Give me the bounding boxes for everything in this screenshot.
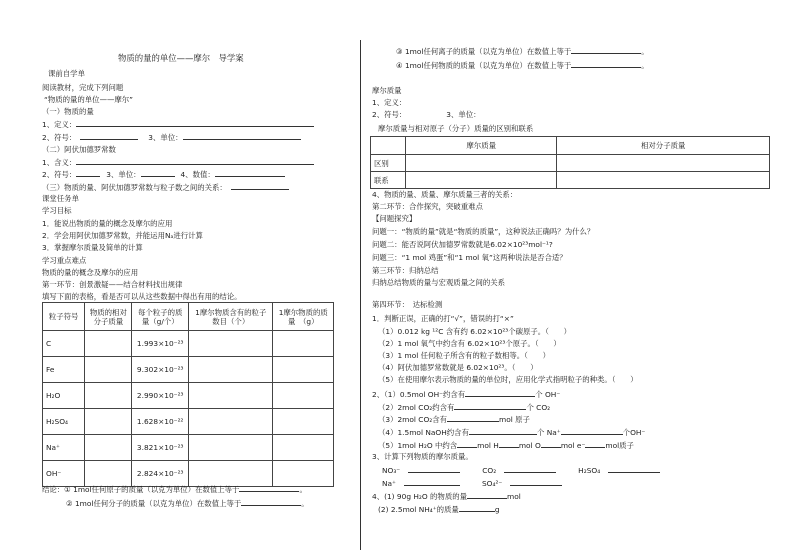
compare-row-label: 区别 — [371, 155, 406, 172]
conclusion-3: ③ 1mol任何离子的质量（以克为单位）在数值上等于 。 — [396, 47, 649, 56]
problem-2: 问题二：能否说阿伏加德罗常数就是6.02×10²³mol⁻¹? — [372, 240, 553, 249]
step-4: 第四环节： 达标检测 — [372, 300, 443, 309]
th-particle-mass: 每个粒子的质量（g/个） — [132, 303, 189, 331]
goal-1: 1．能说出物质的量的概念及摩尔的应用 — [42, 219, 173, 228]
compare-th-molar-mass: 摩尔质量 — [406, 137, 557, 155]
table-row — [43, 357, 334, 383]
section-pre-study: 课前自学单 — [48, 69, 85, 78]
cell-blank — [406, 172, 557, 189]
cell-blank — [557, 172, 770, 189]
cell-symbol: C — [43, 331, 85, 357]
symbol-unit-1: 2、符号： 3、单位： — [42, 132, 301, 143]
molar-row-1: NO₃⁻ CO₂ H₂SO₄ — [382, 465, 660, 476]
cell-mass: 3.821×10⁻²³ — [132, 435, 189, 461]
cell-blank — [189, 331, 273, 357]
goal-2: 2．学会用阿伏加德罗常数，并能运用Nₐ进行计算 — [42, 231, 203, 240]
fill-table-instruction: 填写下面的表格，看是否可以从这些数据中得出有用的结论。 — [42, 292, 242, 301]
def-1: 1、定义： — [42, 119, 314, 130]
keypoint-text: 物质的量的概念及摩尔的应用 — [42, 268, 139, 277]
judge-heading: 1．判断正误，正确的打“√”，错误的打“×” — [372, 314, 514, 323]
table-row — [43, 409, 334, 435]
cell-symbol: Fe — [43, 357, 85, 383]
goal-3: 3．掌握摩尔质量及简单的计算 — [42, 243, 143, 252]
cell-blank — [85, 383, 132, 409]
goals-heading: 学习目标 — [42, 206, 72, 215]
cell-blank — [85, 435, 132, 461]
problem-1: 问题一：“物质的量”就是“物质的质量”，这种说法正确吗？为什么？ — [372, 227, 595, 236]
th-relative-mass: 物质的相对分子质量 — [85, 303, 132, 331]
cell-blank — [406, 155, 557, 172]
cell-symbol: OH⁻ — [43, 461, 85, 487]
cell-blank — [189, 461, 273, 487]
explore-heading: 【问题探究】 — [372, 214, 417, 223]
read-intro: 阅读教材，完成下列问题 — [42, 83, 124, 92]
cell-blank — [85, 461, 132, 487]
fill-1: 2、（1）0.5mol OH⁻约含有 个 OH⁻ — [372, 390, 561, 399]
compare-row-label: 联系 — [371, 172, 406, 189]
summary: 归纳总结物质的量与宏观质量之间的关系 — [372, 278, 506, 287]
compare-th-relative-mass: 相对分子质量 — [557, 137, 770, 155]
conclusion-2: ② 1mol任何分子的质量（以克为单位）在数值上等于 。 — [66, 499, 309, 508]
cell-mass: 9.302×10⁻²³ — [132, 357, 189, 383]
judge-1: （1）0.012 kg ¹²C 含有约 6.02×10²³个碳原子。（ ） — [378, 327, 572, 336]
keypoint-heading: 学习重点难点 — [42, 256, 87, 265]
fill-4: （4）1.5mol NaOH约含有 个 Na⁺ 个OH⁻ — [378, 428, 646, 437]
judge-5: （5）在使用摩尔表示物质的量的单位时，应用化学式指明粒子的种类。（ ） — [378, 375, 638, 384]
question-3-molar: 3、计算下列物质的摩尔质量。 — [372, 452, 473, 461]
meaning-2: 1、含义： — [42, 157, 314, 168]
question-4-calc-2: (2) 2.5mol NH₄⁺的质量 g — [378, 505, 500, 514]
cell-mass: 2.990×10⁻²³ — [132, 383, 189, 409]
molar-mass-def: 1、定义： — [372, 98, 407, 107]
cell-blank — [557, 155, 770, 172]
compare-table — [370, 136, 770, 189]
table-row — [371, 172, 770, 189]
step-1: 第一环节：创景激疑——结合材料找出规律 — [42, 280, 183, 289]
cell-blank — [85, 331, 132, 357]
molar-mass-sym-unit: 2、符号： 3、单位： — [372, 110, 481, 119]
cell-blank — [273, 435, 334, 461]
fill-3: （3）2mol CO₂含有 mol 原子 — [378, 415, 530, 424]
cell-blank — [273, 461, 334, 487]
cell-mass: 2.824×10⁻²³ — [132, 461, 189, 487]
section-2: （二）阿伏加德罗常数 — [42, 145, 116, 154]
particle-table — [42, 302, 334, 487]
cell-blank — [189, 357, 273, 383]
cell-blank — [273, 383, 334, 409]
table-row — [43, 435, 334, 461]
conclusion-4: ④ 1mol任何物质的质量（以克为单位）在数值上等于 。 — [396, 61, 649, 70]
cell-mass: 1.993×10⁻²³ — [132, 331, 189, 357]
cell-blank — [189, 435, 273, 461]
compare-corner — [371, 137, 406, 155]
molar-mass-heading: 摩尔质量 — [372, 86, 402, 95]
fill-2: （2）2mol CO₂约含有 个 CO₂ — [378, 403, 551, 412]
cell-blank — [273, 331, 334, 357]
step-3: 第三环节：归纳总结 — [372, 266, 439, 275]
table-row — [43, 383, 334, 409]
conclusion-1: 结论：① 1mol任何原子的质量（以克为单位）在数值上等于 。 — [42, 485, 307, 494]
judge-2: （2）1 mol 氧气中约含有 6.02×10²³个原子。（ ） — [378, 339, 561, 348]
cell-blank — [189, 383, 273, 409]
section-1: （一）物质的量 — [42, 107, 94, 116]
problem-3: 问题三：“1 mol 鸡蛋”和“1 mol 氧”这两种说法是否合适？ — [372, 253, 567, 262]
question-4-calc-1: 4、(1) 90g H₂O 的物质的量 mol — [372, 492, 521, 501]
th-molar-mass: 1摩尔物质的质量 （g） — [273, 303, 334, 331]
cell-symbol: H₂O — [43, 383, 85, 409]
th-symbol: 粒子符号 — [43, 303, 85, 331]
judge-4: （4）阿伏加德罗常数就是 6.02×10²³。（ ） — [378, 363, 538, 372]
question-4: 4、物质的量、质量、摩尔质量三者的关系： — [372, 190, 518, 199]
fill-5: （5）1mol H₂O 中约含 mol H mol O mol e⁻ mol质子 — [378, 441, 634, 450]
compare-title: 摩尔质量与相对原子（分子）质量的区别和联系 — [378, 124, 534, 133]
judge-3: （3）1 mol 任何粒子所含有的粒子数相等。（ ） — [378, 351, 550, 360]
th-particle-count: 1摩尔物质含有的粒子数目（个） — [189, 303, 273, 331]
step-2: 第二环节：合作探究，突破重难点 — [372, 202, 483, 211]
table-row — [43, 461, 334, 487]
table-row — [43, 331, 334, 357]
cell-blank — [85, 357, 132, 383]
cell-blank — [189, 409, 273, 435]
cell-mass: 1.628×10⁻²² — [132, 409, 189, 435]
cell-symbol: H₂SO₄ — [43, 409, 85, 435]
section-task: 课堂任务单 — [42, 194, 79, 203]
section-3: （三）物质的量、阿伏加德罗常数与粒子数之间的关系： — [42, 182, 289, 193]
cell-blank — [85, 409, 132, 435]
cell-blank — [273, 357, 334, 383]
cell-blank — [273, 409, 334, 435]
symbol-unit-num-2: 2、符号： 3、单位： 4、数值： — [42, 169, 285, 180]
molar-row-2: Na⁺ SO₄²⁻ — [382, 478, 562, 489]
table-row — [371, 155, 770, 172]
quote: “物质的量的单位——摩尔” — [44, 95, 133, 104]
page-title: 物质的量的单位——摩尔 导学案 — [118, 53, 244, 63]
column-divider — [360, 40, 361, 550]
cell-symbol: Na⁺ — [43, 435, 85, 461]
